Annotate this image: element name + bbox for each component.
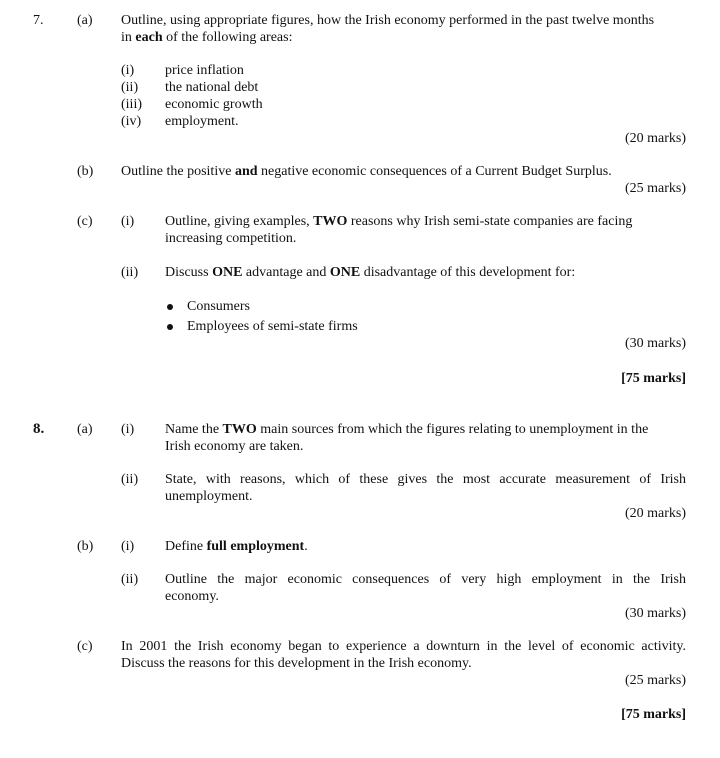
bullet-icon	[167, 304, 173, 310]
q8-b-label: (b)	[77, 539, 94, 554]
q8-a-ii-text-line1: State, with reasons, which of these gives the most accurate measurement of Irish	[165, 472, 686, 487]
q8-total-marks: [75 marks]	[621, 707, 686, 722]
q7-c-i-text-line1: Outline, giving examples, TWO reasons why Irish semi-state companies are facing	[165, 214, 633, 229]
q7-c-i-num: (i)	[121, 214, 135, 229]
q8-c-marks: (25 marks)	[624, 673, 686, 688]
q7-a-text-line1: Outline, using appropriate figures, how the Irish economy performed in the past twelve months	[121, 13, 655, 28]
q7-a-item-text: the national debt	[165, 80, 259, 95]
q7-c-i-text-line2: increasing competition.	[165, 231, 297, 246]
q7-c-bullet-item: Consumers	[187, 299, 250, 314]
q7-a-item-num: (iii)	[121, 97, 142, 112]
q7-a-item-num: (iv)	[121, 114, 142, 129]
q7-total-marks: [75 marks]	[621, 371, 686, 386]
q8-a-i-text-line1: Name the TWO main sources from which the figures relating to unemployment in the	[165, 422, 649, 437]
q8-b-i-num: (i)	[121, 539, 135, 554]
q8-c-text-line1: In 2001 the Irish economy began to experience a downturn in the level of economic activity.	[121, 639, 686, 654]
q7-b-label: (b)	[77, 164, 94, 179]
bullet-icon	[167, 324, 173, 330]
q8-b-ii-num: (ii)	[121, 572, 139, 587]
q7-a-item-num: (ii)	[121, 80, 139, 95]
q8-a-ii-text-line2: unemployment.	[165, 489, 253, 504]
q8-c-text-line2: Discuss the reasons for this development in the Irish economy.	[121, 656, 472, 671]
q8-b-ii-text-line2: economy.	[165, 589, 219, 604]
q8-c-label: (c)	[77, 639, 93, 654]
q7-b-text: Outline the positive and negative economic consequences of a Current Budget Surplus.	[121, 164, 612, 179]
q8-b-i-text: Define full employment.	[165, 539, 308, 554]
q7-a-label: (a)	[77, 13, 93, 28]
q8-b-ii-text-line1: Outline the major economic consequences of very high employment in the Irish	[165, 572, 686, 587]
q7-a-item-num: (i)	[121, 63, 135, 78]
q8-a-i-text-line2: Irish economy are taken.	[165, 439, 304, 454]
q7-a-text-line2: in each of the following areas:	[121, 30, 293, 45]
q7-a-item-text: price inflation	[165, 63, 244, 78]
question-7-number: 7.	[33, 13, 44, 28]
q7-a-item-text: economic growth	[165, 97, 263, 112]
q8-a-marks: (20 marks)	[624, 506, 686, 521]
q7-c-ii-text: Discuss ONE advantage and ONE disadvantage of this development for:	[165, 265, 576, 280]
q8-a-label: (a)	[77, 422, 93, 437]
q7-a-item-text: employment.	[165, 114, 239, 129]
q7-a-marks: (20 marks)	[624, 131, 686, 146]
q8-a-ii-num: (ii)	[121, 472, 139, 487]
q8-b-marks: (30 marks)	[624, 606, 686, 621]
q7-b-marks: (25 marks)	[624, 181, 686, 196]
question-8-number: 8.	[33, 421, 45, 437]
q8-a-i-num: (i)	[121, 422, 135, 437]
q7-c-marks: (30 marks)	[624, 336, 686, 351]
q7-c-ii-num: (ii)	[121, 265, 139, 280]
q7-c-label: (c)	[77, 214, 93, 229]
q7-c-bullet-item: Employees of semi-state firms	[187, 319, 358, 334]
